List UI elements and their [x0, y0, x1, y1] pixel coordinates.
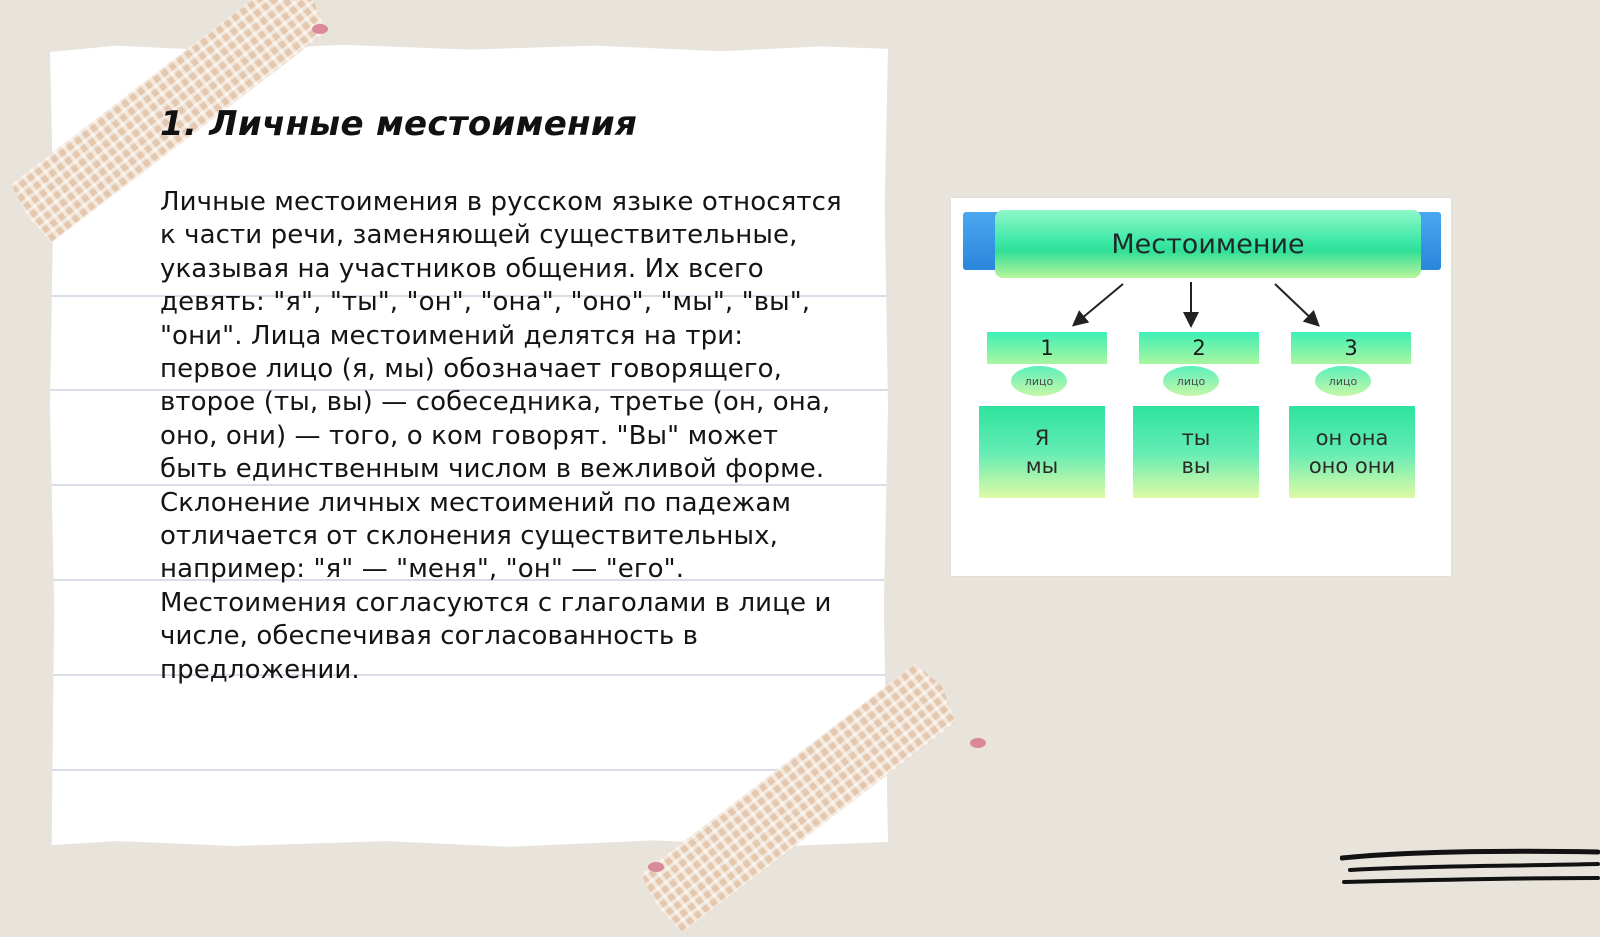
arrow-right [1275, 284, 1317, 324]
person-1-pronoun: Я [1034, 426, 1050, 450]
person-badge-3: лицо [1315, 366, 1371, 396]
brush-strokes-decoration [1340, 840, 1600, 900]
pin-decoration [970, 738, 986, 748]
person-2-pronoun: ты [1181, 426, 1211, 450]
person-number-2: 2 [1139, 332, 1259, 364]
person-1-pronoun-plural: мы [1025, 454, 1059, 478]
slide-title: 1. Личные местоимения [160, 104, 638, 144]
person-3-pronoun-plural: оно они [1308, 454, 1396, 478]
person-box-1 [979, 406, 1105, 498]
person-number-3: 3 [1291, 332, 1411, 364]
arrow-left [1075, 284, 1123, 324]
person-3-pronoun: он она [1315, 426, 1389, 450]
person-badge-1: лицо [1011, 366, 1067, 396]
scheme-arrows [951, 198, 1451, 338]
person-2-pronoun-plural: вы [1181, 454, 1211, 478]
pronoun-scheme-image [951, 198, 1451, 576]
person-box-3 [1289, 406, 1415, 498]
scheme-header: Местоимение [995, 210, 1421, 278]
pin-decoration [312, 24, 328, 34]
pin-decoration [648, 862, 664, 872]
person-badge-2: лицо [1163, 366, 1219, 396]
slide-body-text: Личные местоимения в русском языке относятся к части речи, заменяющей существительные, указывая на участников общения. Их всего девять: "я", "ты", "он", "она", "оно", "мы", "вы", "они". Лица местоимений делятся на три: первое лицо (я, мы) обозначает говорящего, второе (ты, вы) — собеседника, третье (он, она, оно, они) — того, о ком говорят. "Вы" может быть единственным числом в вежливой форме. Склонение личных местоимений по падежам отличается от склонения существительных, например: "я" — "меня", "он" — "его". Местоимения согласуются с глаголами в лице и числе, обеспечивая согласованность в предложении. [160, 187, 842, 685]
paper-line [50, 769, 888, 771]
person-box-2 [1133, 406, 1259, 498]
person-number-1: 1 [987, 332, 1107, 364]
